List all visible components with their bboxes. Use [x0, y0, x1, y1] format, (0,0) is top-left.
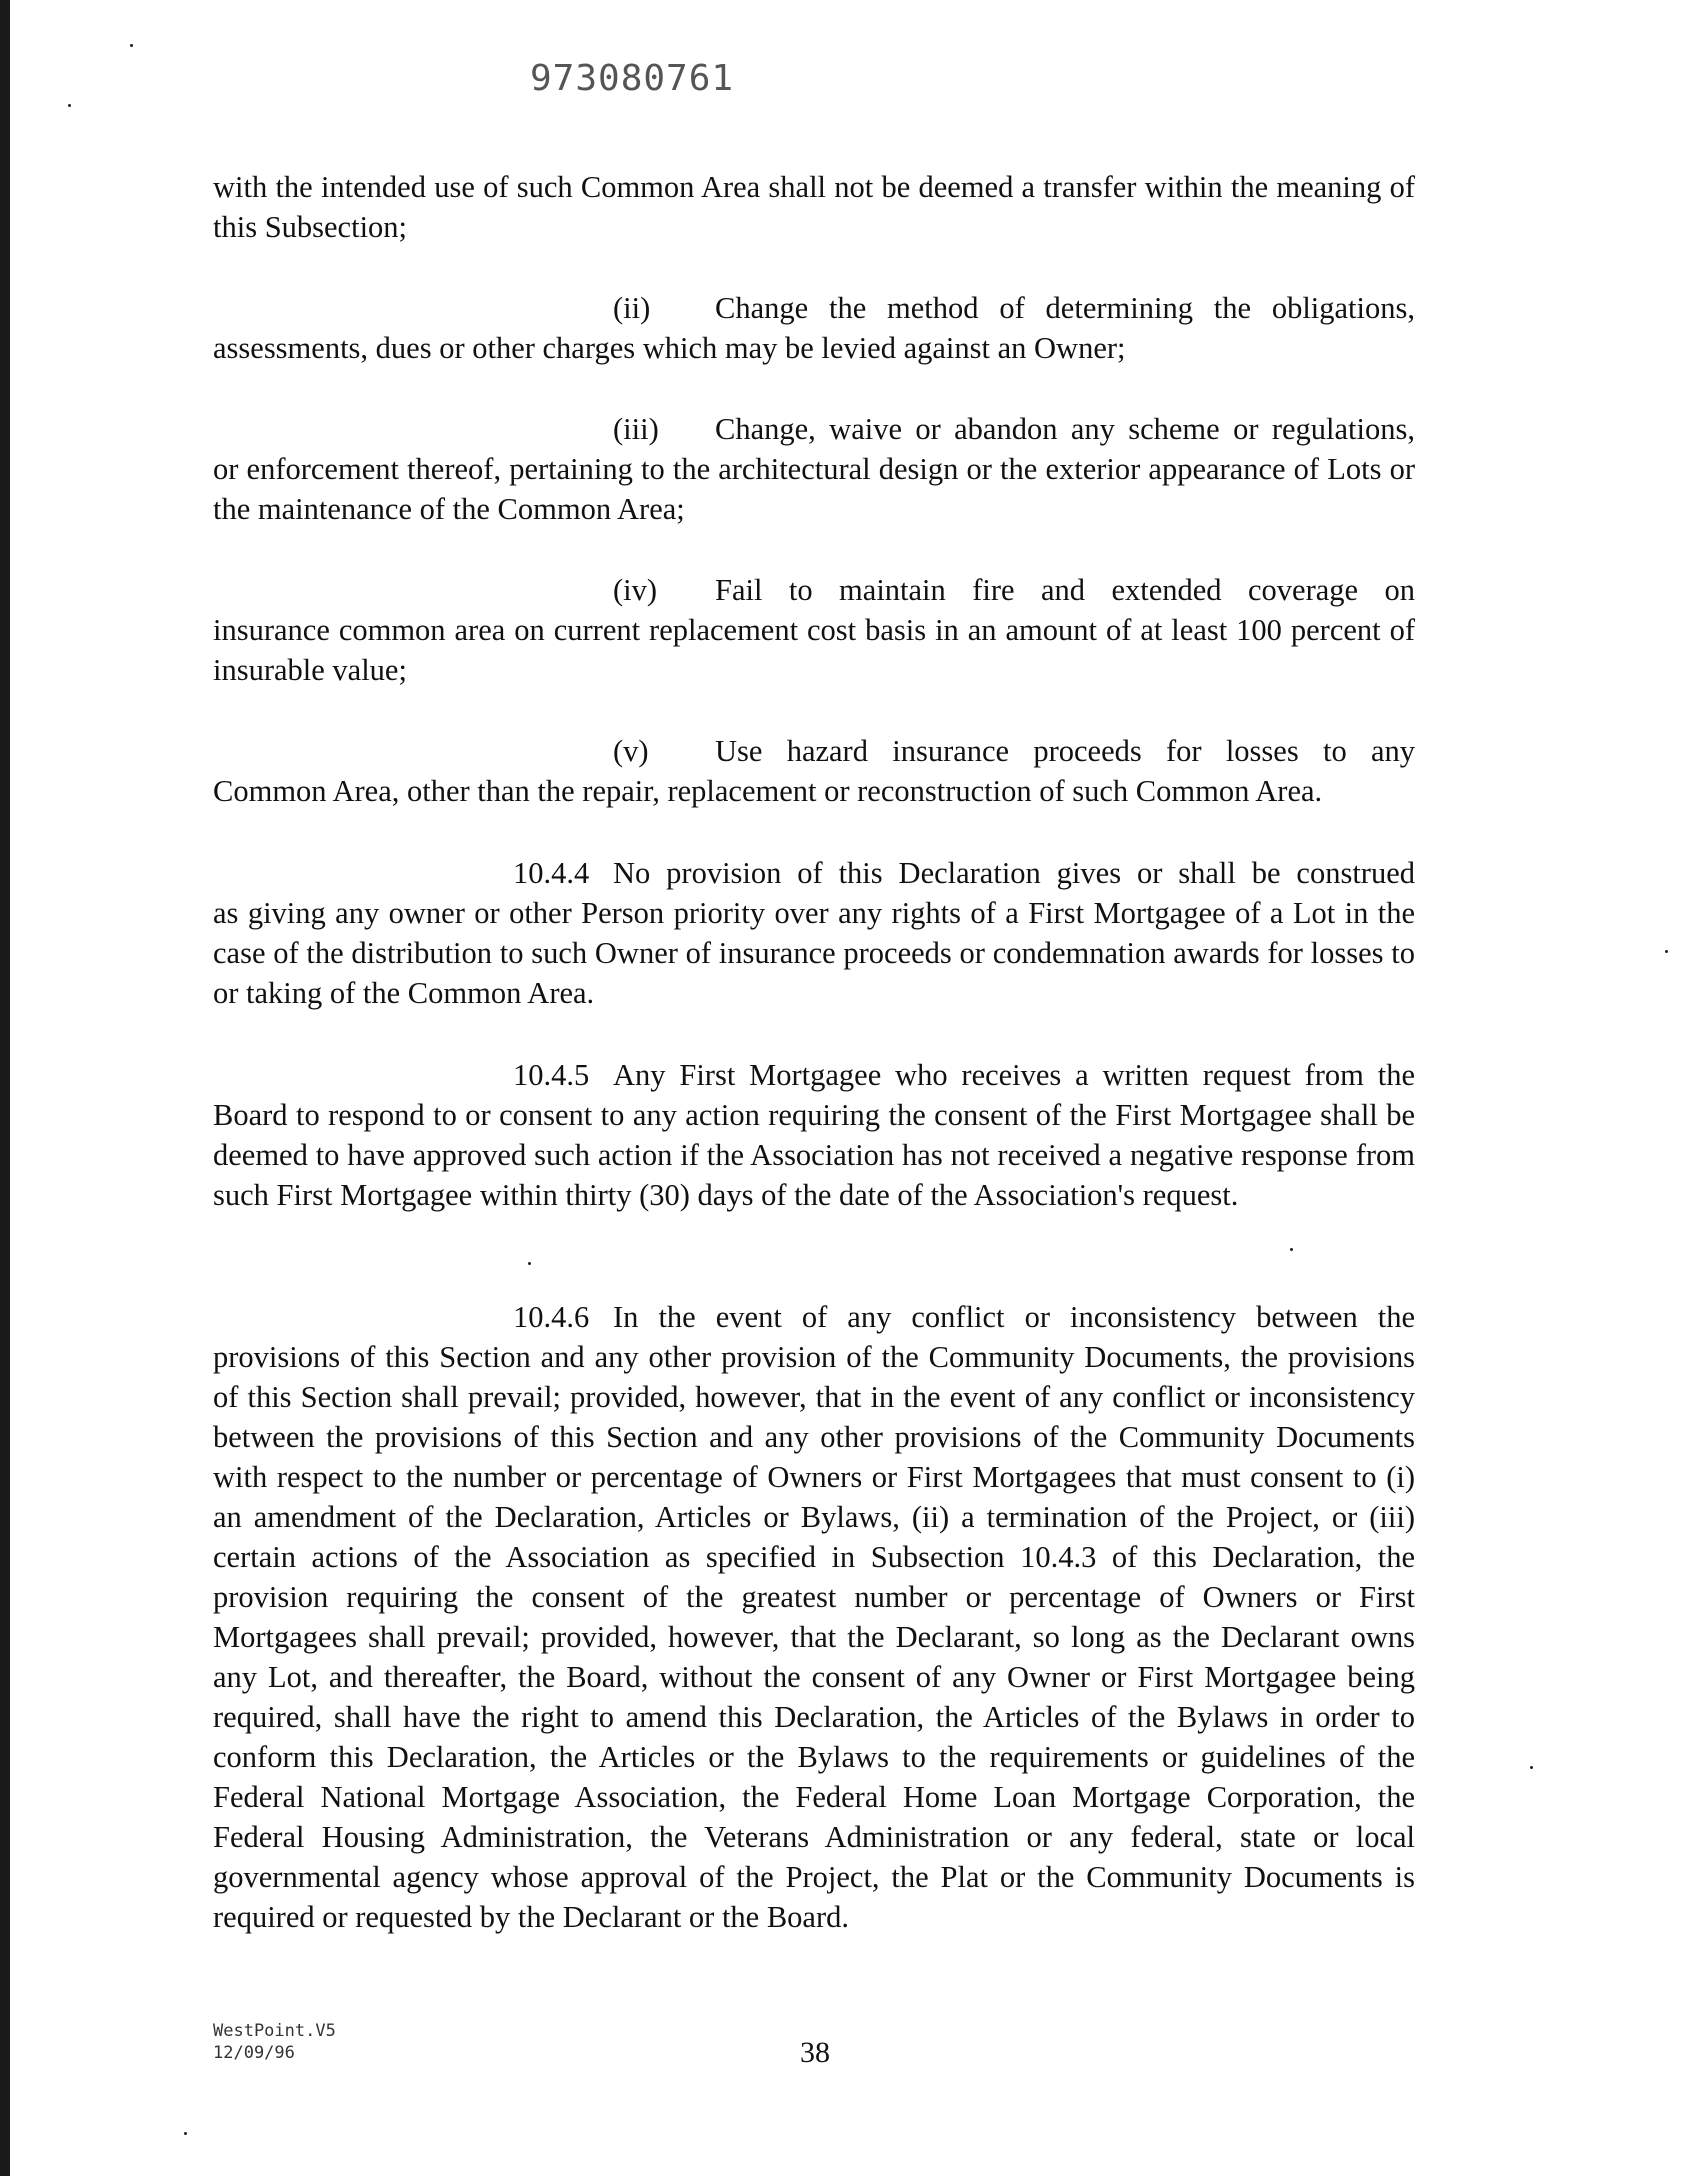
section-text: as giving any owner or other Person priority over any rights of a First Mortgagee of a Lot in the case of the distribution to such Owner of insurance proceeds or condemnation awards for losses to or taking of the Common Area. — [213, 896, 1415, 1010]
subsection-iv — [213, 570, 1415, 690]
section-text: provisions of this Section and any other provision of the Community Documents, the provisions of this Section shall prevail; provided, however, that in the event of any conflict or inconsistency between the provisions of this Section and any other provisions of the Community Documents with respect to the number or percentage of Owners or First Mortgagees that must consent to (i) an amendment of the Declaration, Articles or Bylaws, (ii) a termination of the Project, or (iii) certain actions of the Association as specified in Subsection 10.4.3 of this Declaration, the provision requiring the consent of the greatest number or percentage of Owners or First Mortgagees shall prevail; provided, however, that the Declarant, so long as the Declarant owns any Lot, and thereafter, the Board, without the consent of any Owner or First Mortgagee being required, shall have the right to amend this Declaration, the Articles of the Bylaws in order to conform this Declaration, the Articles or the Bylaws to the requirements or guidelines of the Federal National Mortgage Association, the Federal Home Loan Mortgage Corporation, the Federal Housing Administration, the Veterans Administration or any federal, state or local governmental agency whose approval of the Project, the Plat or the Community Documents is required or requested by the Declarant or the Board. — [213, 1340, 1415, 1934]
section-first-line: No provision of this Declaration gives or shall be construed — [613, 856, 1415, 890]
subsection-number: (iii) — [613, 412, 659, 446]
document-number: 973080761 — [530, 58, 735, 99]
subsection-ii — [213, 288, 1415, 368]
paragraph-continuation — [213, 167, 1415, 247]
subsection-number: (v) — [613, 734, 649, 768]
footer-file-info — [213, 2020, 336, 2064]
section-first-line: In the event of any conflict or inconsistency between the — [613, 1300, 1415, 1334]
section-number: 10.4.4 — [513, 856, 590, 890]
scan-speck — [1530, 1766, 1533, 1769]
scan-speck — [528, 1262, 531, 1265]
section-number: 10.4.6 — [513, 1300, 590, 1334]
section-10-4-6 — [213, 1297, 1415, 1937]
section-10-4-5 — [213, 1055, 1415, 1215]
subsection-first-line: Fail to maintain fire and extended coverage on — [715, 573, 1415, 607]
footer-date: 12/09/96 — [213, 2043, 295, 2063]
section-text: Board to respond to or consent to any action requiring the consent of the First Mortgagee shall be deemed to have approved such action if the Association has not received a negative response from such First Mortgagee within thirty (30) days of the date of the Association's request. — [213, 1098, 1415, 1212]
subsection-text: assessments, dues or other charges which may be levied against an Owner; — [213, 331, 1126, 365]
subsection-v — [213, 731, 1415, 811]
scan-speck — [1290, 1248, 1293, 1251]
subsection-text: insurance common area on current replacement cost basis in an amount of at least 100 percent of insurable value; — [213, 613, 1415, 687]
scan-speck — [184, 2132, 187, 2135]
scan-speck — [1665, 950, 1668, 953]
paragraph-text: with the intended use of such Common Area shall not be deemed a transfer within the meaning of this Subsection; — [213, 170, 1415, 244]
page-number: 38 — [800, 2036, 830, 2069]
section-first-line: Any First Mortgagee who receives a written request from the — [613, 1058, 1415, 1092]
section-number: 10.4.5 — [513, 1058, 590, 1092]
subsection-first-line: Use hazard insurance proceeds for losses to any — [715, 734, 1415, 768]
section-10-4-4 — [213, 853, 1415, 1013]
scan-speck — [130, 44, 133, 47]
scan-left-edge — [0, 0, 10, 2176]
scan-speck — [68, 104, 71, 107]
subsection-number: (ii) — [613, 291, 651, 325]
subsection-text: or enforcement thereof, pertaining to the architectural design or the exterior appearance of Lots or the maintenance of the Common Area; — [213, 452, 1415, 526]
subsection-text: Common Area, other than the repair, replacement or reconstruction of such Common Area. — [213, 774, 1323, 808]
footer-filename: WestPoint.V5 — [213, 2021, 336, 2041]
subsection-first-line: Change the method of determining the obligations, — [715, 291, 1415, 325]
subsection-iii — [213, 409, 1415, 529]
subsection-number: (iv) — [613, 573, 658, 607]
subsection-first-line: Change, waive or abandon any scheme or regulations, — [715, 412, 1415, 446]
